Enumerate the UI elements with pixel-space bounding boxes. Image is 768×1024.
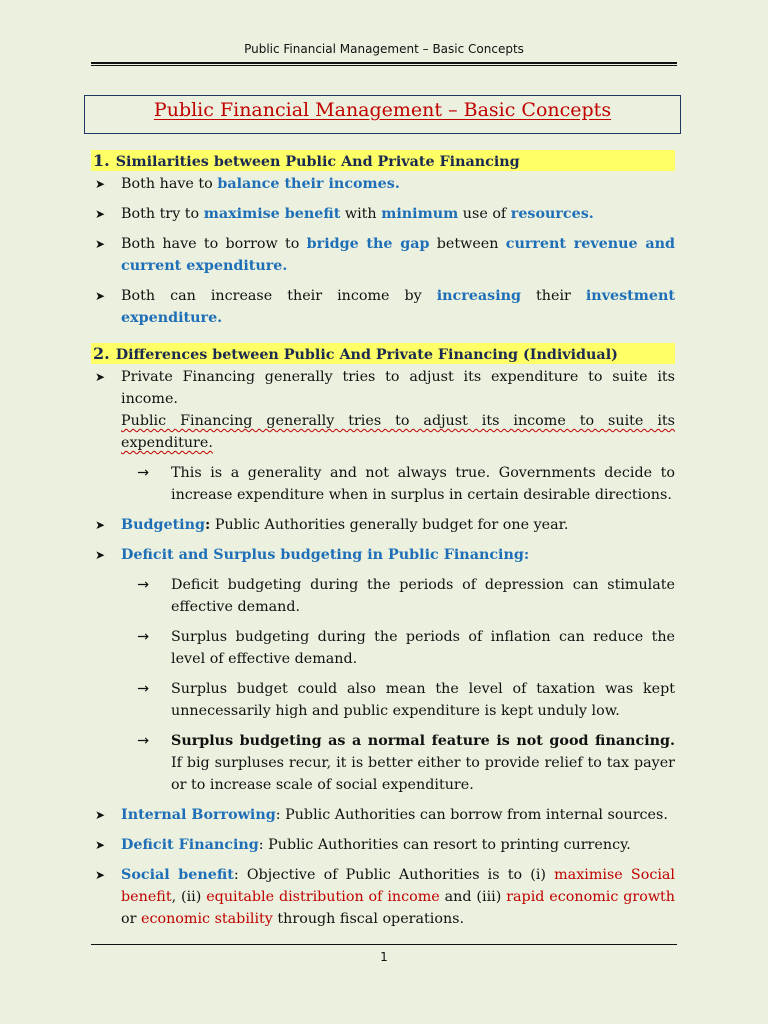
arrowhead-bullet-icon: ➤ — [95, 289, 106, 303]
generality-note: This is a generality and not always true. Governments decide to increase expenditure when in surplus in certain desirable directions. — [171, 465, 675, 503]
item-highlight: investment expenditure. — [121, 288, 675, 326]
page-number: 1 — [380, 950, 388, 964]
section-2-number: 2. — [93, 344, 110, 363]
social-benefit-text: and (iii) — [439, 889, 507, 905]
sub-list-item — [91, 626, 675, 670]
sub-point-text: Surplus budget could also mean the level of taxation was kept unnecessarily high and public expenditure is kept unduly low. — [171, 681, 675, 719]
right-arrow-icon: → — [137, 577, 149, 593]
arrowhead-bullet-icon: ➤ — [95, 808, 106, 822]
sub-list-item — [91, 678, 675, 722]
internal-borrowing-text: : Public Authorities can borrow from internal sources. — [275, 807, 668, 823]
social-benefit-highlight: maximise Social benefit — [121, 867, 675, 905]
arrowhead-bullet-icon: ➤ — [95, 207, 106, 221]
header-rule — [91, 62, 677, 64]
list-item — [91, 804, 675, 826]
budgeting-colon: : — [205, 517, 211, 533]
arrowhead-bullet-icon: ➤ — [95, 548, 106, 562]
item-highlight: current revenue and current expenditure. — [121, 236, 675, 274]
item-highlight: bridge the gap — [306, 236, 430, 252]
document-title: Public Financial Management – Basic Concepts — [153, 99, 612, 121]
list-item — [91, 285, 675, 329]
item-text: Both can increase their income by — [121, 288, 437, 304]
arrowhead-bullet-icon: ➤ — [95, 518, 106, 532]
private-financing-text: Private Financing generally tries to adjust its expenditure to suite its income. — [121, 369, 675, 407]
social-benefit-highlight: rapid economic growth — [506, 889, 676, 905]
sub-list-item — [91, 730, 675, 796]
surplus-text: If big surpluses recur, it is better either to provide relief to tax payer or to increase scale of social expenditure. — [171, 755, 675, 793]
list-item — [91, 233, 675, 277]
social-benefit-text: : Objective of Public Authorities is to (i) — [233, 867, 555, 883]
deficit-financing-text: : Public Authorities can resort to printing currency. — [258, 837, 631, 853]
right-arrow-icon: → — [137, 465, 149, 481]
item-highlight: maximise benefit — [203, 206, 341, 222]
header-rule-thin — [91, 65, 677, 66]
right-arrow-icon: → — [137, 681, 149, 697]
arrowhead-bullet-icon: ➤ — [95, 838, 106, 852]
list-item — [91, 203, 675, 225]
sub-point-text: Surplus budgeting during the periods of inflation can reduce the level of effective demand. — [171, 629, 675, 667]
social-benefit-text: through fiscal operations. — [272, 911, 465, 927]
surplus-bold-text: Surplus budgeting as a normal feature is not good financing. — [171, 733, 675, 749]
social-benefit-text: or — [121, 911, 141, 927]
item-text: use of — [458, 206, 511, 222]
footer-rule — [91, 944, 677, 945]
list-item — [91, 544, 675, 566]
deficit-surplus-heading: Deficit and Surplus budgeting in Public Financing: — [121, 547, 530, 563]
item-text: Both have to — [121, 176, 218, 192]
title-box — [84, 95, 681, 134]
section-1-title: Similarities between Public And Private Financing — [115, 154, 520, 170]
arrowhead-bullet-icon: ➤ — [95, 177, 106, 191]
arrowhead-bullet-icon: ➤ — [95, 370, 106, 384]
running-header: Public Financial Management – Basic Concepts — [244, 42, 524, 56]
item-highlight: resources. — [510, 206, 594, 222]
social-benefit-text: , (ii) — [171, 889, 207, 905]
item-text: between — [429, 236, 506, 252]
public-financing-text: Public Financing generally tries to adjust its income to suite its expenditure. — [121, 413, 675, 451]
list-item — [91, 366, 675, 454]
deficit-financing-label: Deficit Financing — [121, 837, 259, 853]
item-text: with — [340, 206, 382, 222]
right-arrow-icon: → — [137, 629, 149, 645]
sub-point-text: Deficit budgeting during the periods of depression can stimulate effective demand. — [171, 577, 675, 615]
section-1-number: 1. — [93, 151, 110, 170]
section-1-heading — [91, 150, 675, 171]
list-item — [91, 864, 675, 930]
list-item — [91, 514, 675, 536]
right-arrow-icon: → — [137, 733, 149, 749]
item-highlight: minimum — [381, 206, 459, 222]
budgeting-label: Budgeting — [121, 517, 205, 533]
budgeting-text: Public Authorities generally budget for one year. — [210, 517, 569, 533]
arrowhead-bullet-icon: ➤ — [95, 868, 106, 882]
social-benefit-highlight: economic stability — [141, 911, 273, 927]
document-body — [91, 150, 675, 938]
item-text: Both have to borrow to — [121, 236, 307, 252]
item-highlight: balance their incomes. — [217, 176, 400, 192]
arrowhead-bullet-icon: ➤ — [95, 237, 106, 251]
section-2-heading — [91, 343, 675, 364]
social-benefit-label: Social benefit — [121, 867, 234, 883]
internal-borrowing-label: Internal Borrowing — [121, 807, 276, 823]
sub-list-item — [91, 574, 675, 618]
section-2-title: Differences between Public And Private Financing (Individual) — [115, 347, 618, 363]
list-item — [91, 834, 675, 856]
item-text: their — [521, 288, 586, 304]
sub-list-item — [91, 462, 675, 506]
social-benefit-highlight: equitable distribution of income — [206, 889, 440, 905]
item-highlight: increasing — [436, 288, 522, 304]
list-item — [91, 173, 675, 195]
item-text: Both try to — [121, 206, 204, 222]
